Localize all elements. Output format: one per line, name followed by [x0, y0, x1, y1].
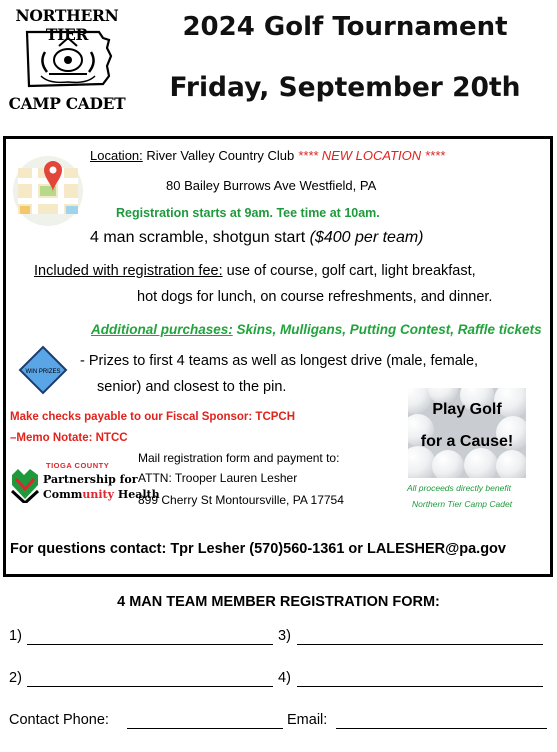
- contact-phone-label: Contact Phone:: [9, 712, 109, 728]
- checks-payable-note: Make checks payable to our Fiscal Sponsor: TCPCH: [10, 411, 296, 423]
- pennsylvania-state-emblem-icon: [23, 26, 113, 92]
- member-2-label: 2): [9, 670, 22, 686]
- map-pin-icon: [10, 154, 86, 228]
- included-items-2: hot dogs for lunch, on course refreshments, and dinner.: [137, 289, 493, 305]
- email-label: Email:: [287, 712, 328, 728]
- additional-purchases-line: [91, 322, 542, 337]
- format-and-price: [90, 229, 424, 247]
- email-field[interactable]: [336, 728, 547, 729]
- registration-form-title: 4 MAN TEAM MEMBER REGISTRATION FORM:: [117, 594, 440, 610]
- member-3-label: 3): [278, 628, 291, 644]
- new-location-note: **** NEW LOCATION ****: [297, 148, 445, 163]
- location-label: Location:: [90, 148, 143, 163]
- partnership-name-1: Partnership for: [43, 473, 138, 486]
- win-prizes-diamond-icon: [18, 345, 68, 395]
- course-address: 80 Bailey Burrows Ave Westfield, PA: [166, 178, 377, 193]
- format-text: 4 man scramble, shotgun start: [90, 229, 310, 246]
- prizes-line-1: - Prizes to first 4 teams as well as longest drive (male, female,: [80, 353, 479, 369]
- contact-phone-field[interactable]: [127, 728, 283, 729]
- play-golf-text: Play Golf: [432, 401, 502, 418]
- member-4-label: 4): [278, 670, 291, 686]
- proceeds-line-1: All proceeds directly benefit: [407, 483, 511, 493]
- proceeds-line-2: Northern Tier Camp Cadet: [412, 499, 513, 509]
- for-a-cause-text: for a Cause!: [420, 433, 514, 450]
- mail-address: 899 Cherry St Montoursville, PA 17754: [138, 493, 344, 507]
- included-label: Included with registration fee:: [34, 263, 223, 279]
- prize-icon-text: WIN PRIZES: [25, 369, 61, 375]
- golf-balls-image: [408, 388, 526, 478]
- price-text: ($400 per team): [309, 229, 424, 246]
- mail-attention: ATTN: Trooper Lauren Lesher: [138, 471, 298, 485]
- prizes-line-2: senior) and closest to the pin.: [97, 379, 287, 395]
- event-info-box: [3, 136, 553, 577]
- logo-top-text: NORTHERN TIER: [15, 6, 119, 44]
- mail-instructions: Mail registration form and payment to:: [138, 451, 340, 465]
- tioga-partnership-logo: [10, 461, 160, 509]
- member-2-field[interactable]: [27, 686, 273, 687]
- location-line: [90, 148, 445, 163]
- contact-info: For questions contact: Tpr Lesher (570)560-1361 or LALESHER@pa.gov: [10, 541, 506, 557]
- member-1-label: 1): [9, 628, 22, 644]
- included-line-1: [34, 263, 476, 279]
- tioga-county-label: TIOGA COUNTY: [46, 461, 110, 470]
- additional-items: Skins, Mulligans, Putting Contest, Raffle tickets: [232, 322, 542, 337]
- member-1-field[interactable]: [27, 644, 273, 645]
- event-date: Friday, September 20th: [169, 72, 521, 103]
- member-4-field[interactable]: [297, 686, 543, 687]
- page-title: 2024 Golf Tournament: [182, 12, 508, 42]
- tioga-partnership-logo-icon: [10, 465, 40, 503]
- member-3-field[interactable]: [297, 644, 543, 645]
- registration-time: Registration starts at 9am. Tee time at 10am.: [116, 206, 380, 220]
- additional-label: Additional purchases:: [91, 322, 233, 337]
- logo-bottom-text: CAMP CADET: [8, 94, 126, 113]
- camp-cadet-logo: [3, 6, 131, 116]
- location-value: River Valley Country Club: [142, 148, 298, 163]
- included-items-1: use of course, golf cart, light breakfast,: [222, 263, 476, 279]
- partnership-name-2: Community Health: [43, 488, 160, 501]
- memo-note: –Memo Notate: NTCC: [10, 432, 128, 444]
